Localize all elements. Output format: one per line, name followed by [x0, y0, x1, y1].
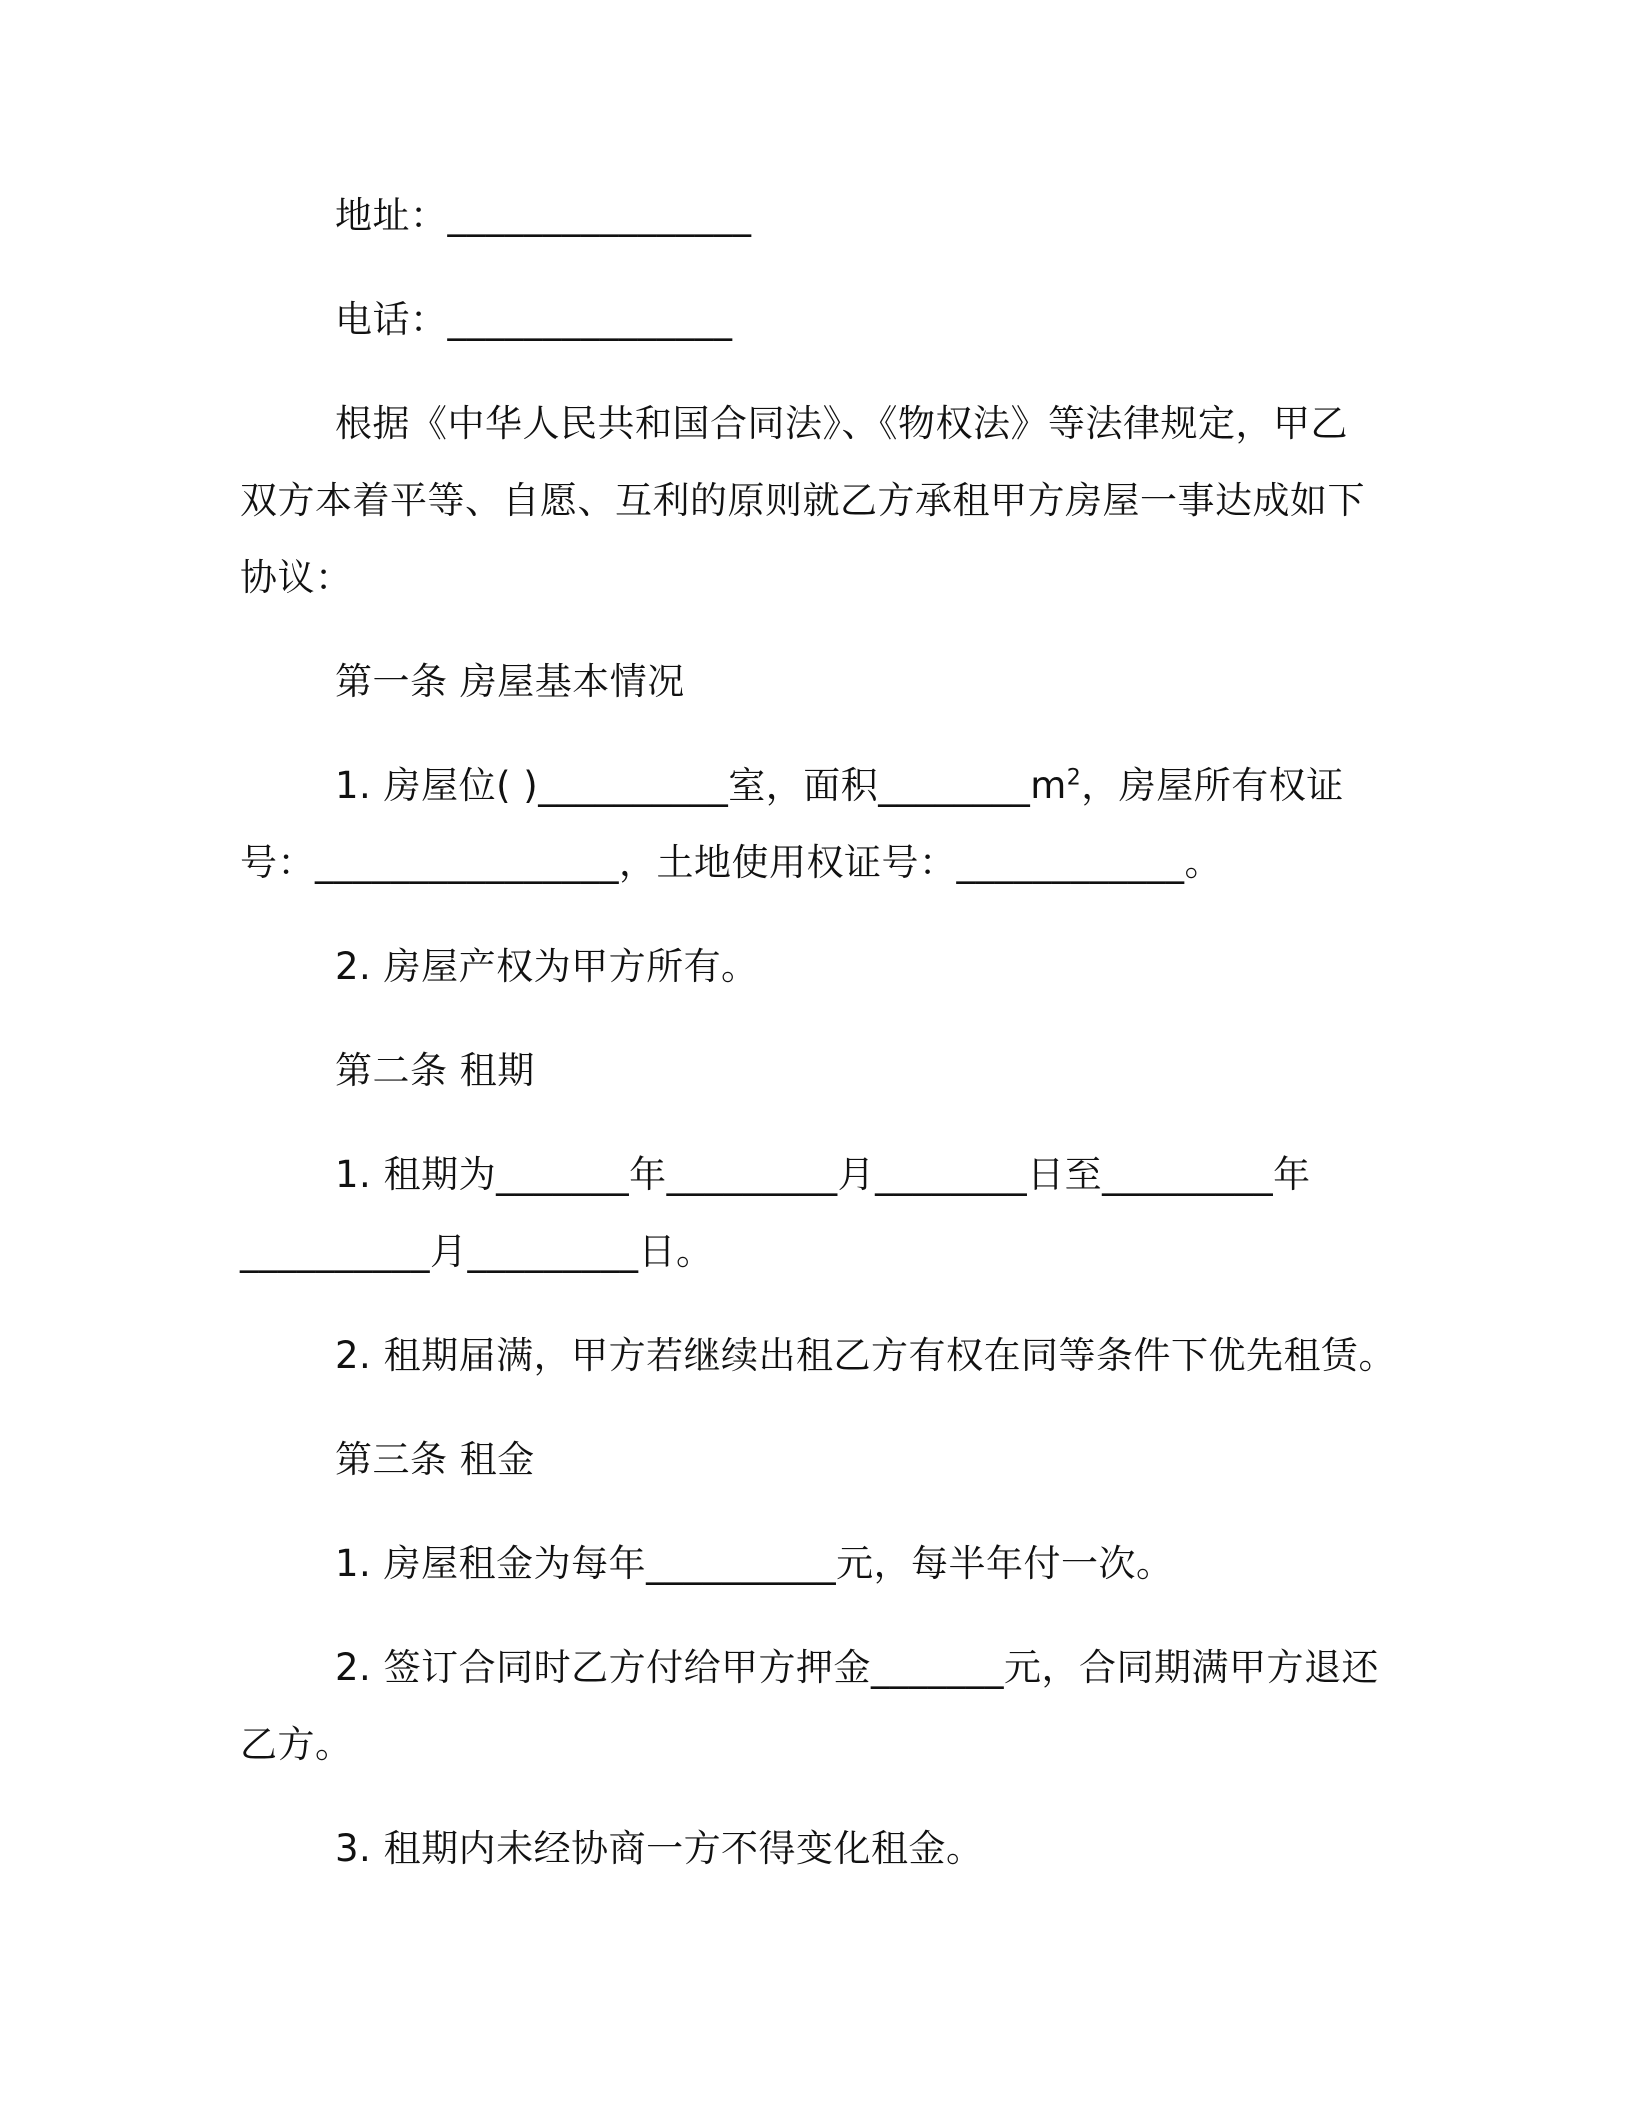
article-1-item-1-line-1: [335, 762, 1344, 810]
article-3-item-2-line-1: 2. 签订合同时乙方付给甲方押金_______元，合同期满甲方退还: [335, 1646, 1380, 1689]
address-line: 地址：________________: [335, 194, 752, 237]
article-1-item-1-text-a: 1. 房屋位( )__________室，面积________m: [335, 764, 1067, 807]
article-1-item-1-text-b: ，房屋所有权证: [1081, 764, 1344, 807]
area-unit-superscript: 2: [1066, 765, 1082, 791]
article-1-item-1-line-2: 号：________________，土地使用权证号：____________。: [240, 841, 1222, 884]
article-3-heading: 第三条 租金: [335, 1438, 535, 1481]
article-2-item-1-line-2: __________月_________日。: [240, 1230, 714, 1273]
article-2-item-2: 2. 租期届满，甲方若继续出租乙方有权在同等条件下优先租赁。: [335, 1334, 1397, 1377]
article-2-item-1-line-1: 1. 租期为_______年_________月________日至_________年: [335, 1153, 1311, 1196]
article-3-item-3: 3. 租期内未经协商一方不得变化租金。: [335, 1827, 984, 1870]
intro-paragraph-line-1: 根据《中华人民共和国合同法》、《物权法》等法律规定，甲乙: [335, 402, 1348, 445]
article-3-item-2-line-2: 乙方。: [240, 1723, 353, 1766]
article-2-heading: 第二条 租期: [335, 1049, 535, 1092]
article-1-item-2: 2. 房屋产权为甲方所有。: [335, 945, 759, 988]
intro-paragraph-line-3: 协议：: [240, 556, 353, 599]
intro-paragraph-line-2: 双方本着平等、自愿、互利的原则就乙方承租甲方房屋一事达成如下: [240, 479, 1365, 522]
phone-line: 电话：_______________: [335, 298, 733, 341]
article-1-heading: 第一条 房屋基本情况: [335, 660, 685, 703]
article-3-item-1: 1. 房屋租金为每年__________元，每半年付一次。: [335, 1542, 1174, 1585]
